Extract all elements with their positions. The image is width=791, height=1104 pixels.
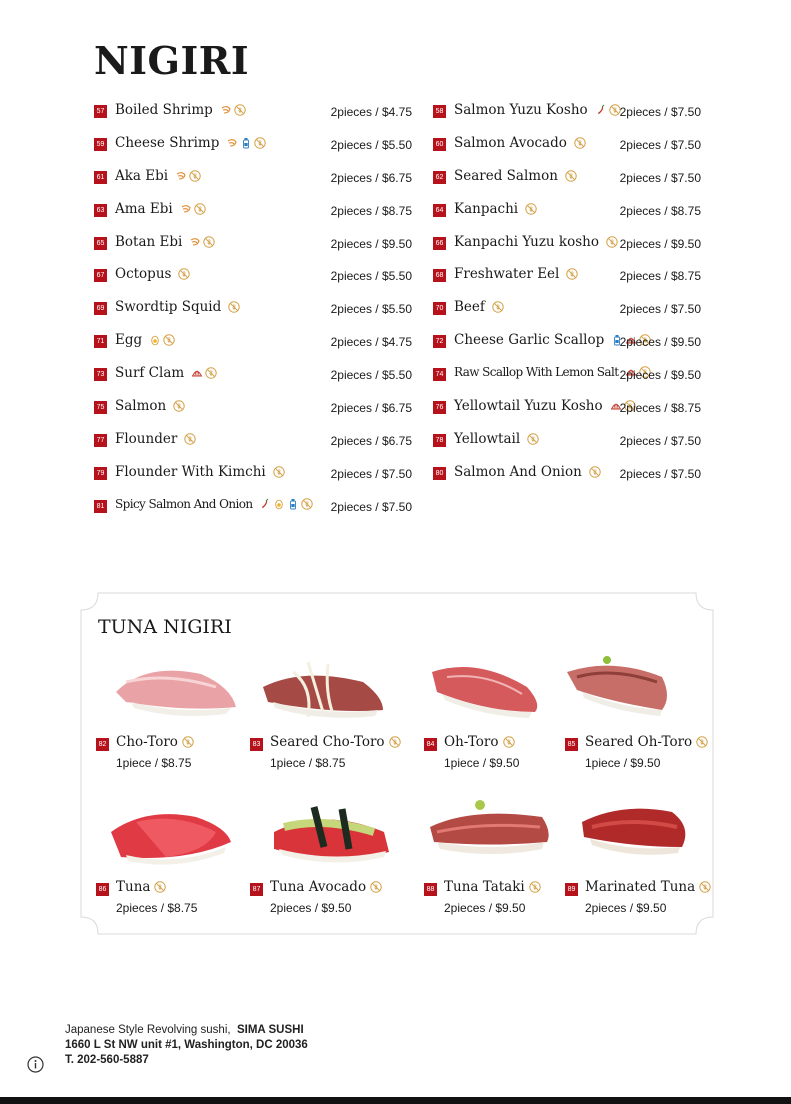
item-price: 2pieces / $4.75 [330, 335, 412, 350]
menu-item [433, 458, 701, 491]
item-name [115, 464, 285, 480]
item-name [454, 266, 578, 282]
item-number: 66 [433, 237, 446, 250]
footer-address: 1660 L St NW unit #1, Washington, DC 20036 [65, 1039, 308, 1051]
item-number: 65 [94, 237, 107, 250]
allergen-icons [525, 203, 537, 215]
item-price: 2pieces / $6.75 [330, 401, 412, 416]
item-price: 2pieces / $5.50 [330, 269, 412, 284]
item-name-text: Cheese Shrimp [115, 134, 220, 151]
menu-item [433, 162, 701, 195]
item-price: 2pieces / $8.75 [116, 901, 198, 915]
no-gluten-icon [173, 400, 185, 412]
item-name-text: Spicy Salmon And Onion [115, 496, 253, 511]
menu-item [94, 129, 412, 162]
item-number: 68 [433, 269, 446, 282]
item-name-text: Tuna Avocado [270, 879, 367, 895]
tuna-nigiri-section [80, 592, 714, 935]
allergen-icons [189, 236, 215, 248]
item-name [454, 135, 586, 151]
item-price: 1piece / $8.75 [270, 756, 346, 770]
footer [65, 1023, 308, 1068]
menu-item [94, 228, 412, 261]
item-number: 83 [250, 738, 263, 751]
allergen-icons [566, 268, 578, 280]
item-name-text: Boiled Shrimp [115, 102, 213, 118]
item-name-text: Botan Ebi [115, 233, 183, 250]
chili-icon [259, 498, 271, 510]
item-name-text: Ama Ebi [115, 200, 173, 217]
allergen-icons [228, 301, 240, 313]
item-name [454, 299, 504, 315]
item-price: 2pieces / $7.50 [619, 170, 701, 185]
item-name-text: Oh-Toro [444, 734, 499, 750]
item-name-text: Aka Ebi [115, 167, 169, 184]
item-price: 1piece / $9.50 [444, 756, 520, 770]
allergen-icons [527, 433, 539, 445]
allergen-icons [184, 433, 196, 445]
menu-item [94, 458, 412, 491]
item-price: 2pieces / $9.50 [444, 901, 526, 915]
no-gluten-icon [228, 301, 240, 313]
item-name-text: Surf Clam [115, 365, 185, 382]
allergen-icons [180, 203, 206, 215]
seared-cho-toro-sushi-image [253, 642, 393, 722]
shellfish-icon [191, 367, 203, 379]
item-name [454, 398, 636, 414]
item-name-text: Raw Scallop With Lemon Salt [454, 365, 619, 380]
item-price: 2pieces / $9.50 [619, 335, 701, 350]
no-gluten-icon [492, 301, 504, 313]
allergen-icons [149, 334, 175, 346]
no-gluten-icon [234, 104, 246, 116]
item-price: 1piece / $8.75 [116, 756, 192, 770]
item-name-text: Freshwater Eel [454, 266, 560, 283]
no-gluten-icon [370, 881, 382, 893]
allergen-icons [574, 137, 586, 149]
oh-toro-sushi-image [417, 642, 557, 722]
marinated-tuna-sushi-image [572, 787, 712, 867]
no-gluten-icon [301, 498, 313, 510]
item-name [454, 168, 577, 184]
item-name [270, 734, 401, 750]
no-gluten-icon [182, 736, 194, 748]
item-price: 2pieces / $7.50 [619, 433, 701, 448]
item-name [115, 201, 206, 217]
menu-item [94, 326, 412, 359]
shrimp-icon [226, 137, 238, 149]
menu-item [433, 359, 701, 392]
allergen-icons [273, 466, 285, 478]
item-name-text: Beef [454, 299, 485, 316]
item-number: 73 [94, 368, 107, 381]
item-name-text: Flounder [115, 430, 178, 447]
no-gluten-icon [178, 268, 190, 280]
item-price: 2pieces / $9.50 [585, 901, 667, 915]
item-price: 2pieces / $8.75 [330, 203, 412, 218]
item-name [444, 879, 541, 895]
footer-tagline: Japanese Style Revolving sushi, [65, 1024, 231, 1036]
no-gluten-icon [696, 736, 708, 748]
menu-item [433, 260, 701, 293]
item-name [585, 734, 708, 750]
item-name-text: Tuna [116, 879, 151, 895]
item-price: 2pieces / $6.75 [330, 170, 412, 185]
no-gluten-icon [503, 736, 515, 748]
item-name-text: Cheese Garlic Scallop [454, 332, 605, 349]
menu-item [433, 392, 701, 425]
item-number: 62 [433, 171, 446, 184]
allergen-icons [178, 268, 190, 280]
item-price: 2pieces / $9.50 [619, 236, 701, 251]
no-gluten-icon [574, 137, 586, 149]
item-price: 2pieces / $7.50 [619, 137, 701, 152]
item-number: 75 [94, 401, 107, 414]
allergen-icons [220, 104, 246, 116]
item-name-text: Tuna Tataki [444, 879, 525, 895]
item-number: 64 [433, 204, 446, 217]
item-name-text: Seared Cho-Toro [270, 734, 385, 750]
item-name-text: Egg [115, 332, 143, 349]
item-price: 2pieces / $6.75 [330, 433, 412, 448]
item-name-text: Yellowtail Yuzu Kosho [454, 398, 603, 415]
item-number: 86 [96, 883, 109, 896]
item-name [270, 879, 382, 895]
item-name [115, 431, 196, 447]
item-number: 81 [94, 500, 107, 513]
item-price: 2pieces / $9.50 [270, 901, 352, 915]
item-price: 2pieces / $8.75 [619, 269, 701, 284]
no-gluten-icon [589, 466, 601, 478]
menu-item [433, 425, 701, 458]
no-gluten-icon [194, 203, 206, 215]
item-name-text: Yellowtail [454, 430, 521, 447]
menu-item [94, 260, 412, 293]
no-gluten-icon [565, 170, 577, 182]
item-price: 2pieces / $7.50 [619, 105, 701, 119]
menu-item [94, 293, 412, 326]
item-number: 77 [94, 434, 107, 447]
nigiri-left-column [94, 96, 412, 524]
item-number: 76 [433, 401, 446, 414]
item-name [115, 234, 215, 250]
no-gluten-icon [699, 881, 711, 893]
shrimp-icon [180, 203, 192, 215]
item-price: 2pieces / $9.50 [619, 368, 701, 383]
no-gluten-icon [154, 881, 166, 893]
dairy-icon [287, 498, 299, 510]
allergen-icons [191, 367, 217, 379]
item-number: 87 [250, 883, 263, 896]
item-name [444, 734, 515, 750]
item-number: 89 [565, 883, 578, 896]
no-gluten-icon [566, 268, 578, 280]
no-gluten-icon [203, 236, 215, 248]
item-number: 84 [424, 738, 437, 751]
shrimp-icon [175, 170, 187, 182]
tuna-sushi-image [106, 787, 246, 867]
item-name [454, 431, 539, 447]
item-name [115, 398, 185, 414]
item-number: 72 [433, 335, 446, 348]
item-price: 2pieces / $5.50 [330, 368, 412, 383]
seared-oh-toro-sushi-image [562, 642, 702, 722]
item-name-text: Salmon [115, 398, 167, 415]
item-name [115, 497, 313, 511]
item-name-text: Marinated Tuna [585, 879, 696, 895]
item-name [454, 201, 537, 217]
item-price: 2pieces / $7.50 [330, 466, 412, 481]
item-name [454, 234, 618, 250]
item-number: 71 [94, 335, 107, 348]
allergen-icons [589, 466, 601, 478]
page-title: NIGIRI [94, 38, 250, 83]
menu-item [433, 228, 701, 261]
dairy-icon [240, 137, 252, 149]
item-name-text: Salmon Yuzu Kosho [454, 102, 588, 118]
item-number: 59 [94, 138, 107, 151]
no-gluten-icon [525, 203, 537, 215]
item-number: 63 [94, 204, 107, 217]
item-number: 88 [424, 883, 437, 896]
menu-item [94, 392, 412, 425]
item-price: 2pieces / $9.50 [330, 236, 412, 251]
item-number: 67 [94, 269, 107, 282]
no-gluten-icon [163, 334, 175, 346]
item-name-text: Flounder With Kimchi [115, 463, 266, 480]
item-name [454, 464, 601, 480]
menu-item [433, 195, 701, 228]
menu-item [433, 129, 701, 162]
chili-icon [595, 104, 607, 116]
item-name [115, 102, 246, 118]
no-gluten-icon [389, 736, 401, 748]
item-price: 2pieces / $7.50 [619, 466, 701, 481]
item-name-text: Kanpachi Yuzu kosho [454, 233, 599, 250]
info-icon[interactable] [27, 1056, 44, 1073]
menu-item [94, 96, 412, 129]
menu-item [94, 195, 412, 228]
cho-toro-sushi-image [106, 642, 246, 722]
allergen-icons [175, 170, 201, 182]
item-name [115, 365, 217, 381]
footer-brand: SIMA SUSHI [236, 1024, 304, 1036]
footer-phone: T. 202-560-5887 [65, 1054, 149, 1066]
item-price: 2pieces / $8.75 [619, 203, 701, 218]
item-number: 79 [94, 467, 107, 480]
tuna-section-title: TUNA NIGIRI [98, 616, 232, 638]
egg-icon [149, 334, 161, 346]
tuna-tataki-sushi-image [422, 787, 562, 867]
nigiri-right-column [433, 96, 701, 491]
menu-item [433, 96, 701, 129]
item-name-text: Kanpachi [454, 200, 519, 217]
item-number: 82 [96, 738, 109, 751]
item-name-text: Swordtip Squid [115, 299, 222, 316]
bottom-bar [0, 1097, 791, 1104]
shrimp-icon [189, 236, 201, 248]
tuna-avocado-sushi-image [264, 787, 404, 867]
no-gluten-icon [606, 236, 618, 248]
item-number: 61 [94, 171, 107, 184]
egg-icon [273, 498, 285, 510]
allergen-icons [226, 137, 266, 149]
item-number: 78 [433, 434, 446, 447]
item-name-text: Seared Salmon [454, 167, 558, 184]
item-name-text: Cho-Toro [116, 734, 178, 750]
item-price: 2pieces / $5.50 [330, 137, 412, 152]
menu-item [94, 425, 412, 458]
allergen-icons [492, 301, 504, 313]
item-name [116, 879, 166, 895]
item-price: 2pieces / $7.50 [330, 499, 412, 514]
menu-item [94, 359, 412, 392]
item-name [115, 266, 190, 282]
item-price: 2pieces / $5.50 [330, 302, 412, 317]
item-name [115, 299, 240, 315]
item-name-text: Octopus [115, 266, 172, 283]
allergen-icons [173, 400, 185, 412]
item-name [115, 168, 201, 184]
item-number: 80 [433, 467, 446, 480]
item-price: 2pieces / $8.75 [619, 401, 701, 416]
item-price: 2pieces / $7.50 [619, 302, 701, 317]
item-name-text: Seared Oh-Toro [585, 734, 693, 750]
item-name-text: Salmon And Onion [454, 463, 582, 480]
item-number: 60 [433, 138, 446, 151]
item-number: 69 [94, 302, 107, 315]
no-gluten-icon [273, 466, 285, 478]
no-gluten-icon [205, 367, 217, 379]
item-price: 2pieces / $4.75 [330, 105, 412, 119]
item-name-text: Salmon Avocado [454, 134, 567, 151]
item-name [116, 734, 194, 750]
menu-item [94, 491, 412, 524]
menu-item [433, 326, 701, 359]
item-number: 85 [565, 738, 578, 751]
item-number: 74 [433, 368, 446, 381]
item-price: 1piece / $9.50 [585, 756, 661, 770]
item-number: 58 [433, 105, 446, 118]
item-name [454, 102, 621, 118]
no-gluten-icon [184, 433, 196, 445]
menu-item [94, 162, 412, 195]
item-name [115, 135, 266, 151]
allergen-icons [259, 498, 313, 510]
no-gluten-icon [189, 170, 201, 182]
shrimp-icon [220, 104, 232, 116]
allergen-icons [595, 104, 621, 116]
item-name [115, 332, 175, 348]
item-name [585, 879, 711, 895]
no-gluten-icon [529, 881, 541, 893]
item-number: 57 [94, 105, 107, 118]
menu-item [433, 293, 701, 326]
no-gluten-icon [527, 433, 539, 445]
allergen-icons [606, 236, 618, 248]
item-number: 70 [433, 302, 446, 315]
no-gluten-icon [254, 137, 266, 149]
allergen-icons [565, 170, 577, 182]
